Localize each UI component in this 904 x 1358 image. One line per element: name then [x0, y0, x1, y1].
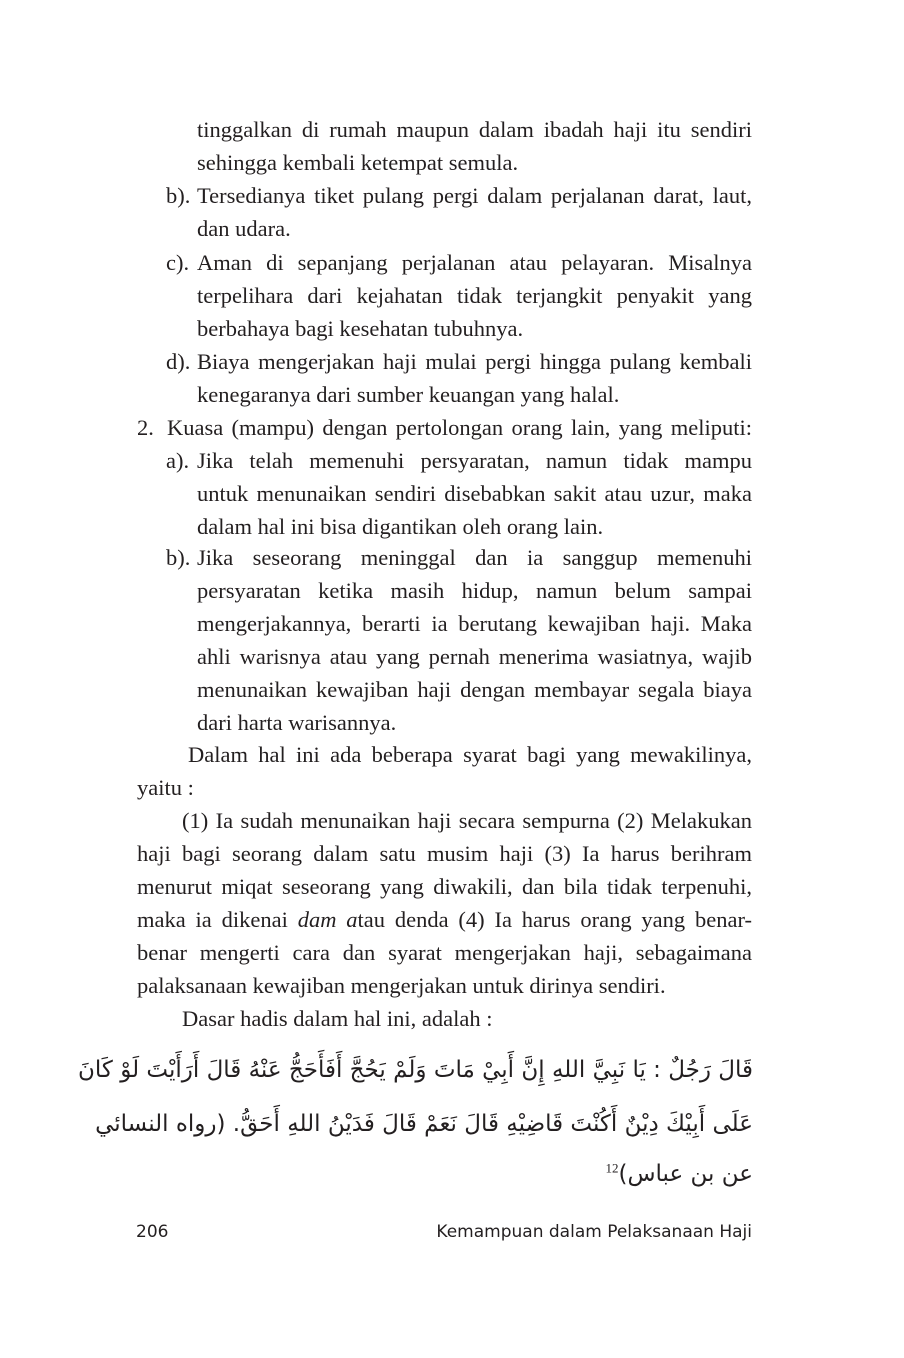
list-item-line: kenegaranya dari sumber keuangan yang halal. — [197, 382, 620, 407]
list-item-line: Tersedianya tiket pulang pergi dalam perjalanan darat, laut, — [197, 183, 752, 208]
list-item-line: Biaya mengerjakan haji mulai pergi hingga pulang kembali — [197, 349, 752, 374]
continued-item-line: sehingga kembali ketempat semula. — [197, 150, 519, 175]
paragraph-line: menurut miqat seseorang yang diwakili, dan bila tidak terpenuhi, — [137, 874, 752, 899]
list-item-line: dari harta warisannya. — [197, 710, 397, 735]
list-item-line: berbahaya bagi kesehatan tubuhnya. — [197, 316, 524, 341]
paragraph-line: palaksanaan kewajiban mengerjakan untuk dirinya sendiri. — [137, 973, 666, 998]
numbered-item-label: 2. — [137, 415, 154, 440]
list-item-line: persyaratan ketika masih hidup, namun belum sampai — [197, 578, 752, 603]
list-item-line: mengerjakannya, berarti ia berutang kewajiban haji. Maka — [197, 611, 752, 636]
list-item-line: menunaikan kewajiban haji dengan membayar segala biaya — [197, 677, 752, 702]
hadith-source: عن بن عباس) — [618, 1161, 753, 1187]
hadith-arabic-line: قَالَ رَجُلٌ : يَا نَبِيَّ اللهِ إِنَّ أَبِيْ مَاتَ وَلَمْ يَحُجَّ أَفَأَحَجُّ عَنْهُ قَالَ أَرَأَيْتَ لَوْ كَانَ — [78, 1057, 753, 1083]
paragraph-line: yaitu : — [137, 775, 194, 800]
list-item-line: Jika telah memenuhi persyaratan, namun tidak mampu — [197, 448, 752, 473]
italic-term-dam: dam — [297, 907, 337, 932]
paragraph-line: Dalam hal ini ada beberapa syarat bagi yang mewakilinya, — [188, 742, 752, 767]
italic-letter: a — [346, 907, 358, 932]
paragraph-line: (1) Ia sudah menunaikan haji secara sempurna (2) Melakukan — [182, 808, 752, 833]
list-item-label: a). — [166, 448, 190, 473]
list-item-line: Jika seseorang meninggal dan ia sanggup memenuhi — [197, 545, 752, 570]
paragraph-line: haji bagi seorang dalam satu musim haji (3) Ia harus berihram — [137, 841, 752, 866]
list-item-line: dalam hal ini bisa digantikan oleh orang lain. — [197, 514, 604, 539]
list-item-line: untuk menunaikan sendiri disebabkan sakit atau uzur, maka — [197, 481, 752, 506]
list-item-line: ahli warisnya atau yang pernah menerima wasiatnya, wajib — [197, 644, 752, 669]
paragraph-line: Dasar hadis dalam hal ini, adalah : — [182, 1006, 493, 1031]
numbered-item-text: Kuasa (mampu) dengan pertolongan orang lain, yang meliputi: — [167, 415, 752, 440]
paragraph-line: benar mengerti cara dan syarat mengerjakan haji, sebagaimana — [137, 940, 752, 965]
list-item-label: b). — [166, 545, 191, 570]
hadith-arabic-line: عَلَى أَبِيْكَ دِيْنٌ أَكُنْتَ قَاضِيْهِ قَالَ نَعَمْ قَالَ فَدَيْنُ اللهِ أَحَقُّ. (رواه النسائي — [95, 1111, 753, 1137]
list-item-label: c). — [166, 250, 190, 275]
paragraph-line — [137, 903, 752, 936]
hadith-arabic-line — [606, 1154, 754, 1194]
list-item-line: terpelihara dari kejahatan tidak terjangkit penyakit yang — [197, 283, 752, 308]
list-item-label: b). — [166, 183, 191, 208]
list-item-label: d). — [166, 349, 191, 374]
page-number: 206 — [136, 1222, 169, 1242]
text-run — [336, 907, 346, 932]
text-run: tau denda (4) Ia harus orang yang benar- — [357, 907, 752, 932]
continued-item-line: tinggalkan di rumah maupun dalam ibadah haji itu sendiri — [197, 117, 752, 142]
footnote-reference[interactable]: 12 — [605, 1160, 619, 1176]
running-title: Kemampuan dalam Pelaksanaan Haji — [436, 1222, 752, 1242]
text-run: maka ia dikenai — [137, 907, 298, 932]
list-item-line: dan udara. — [197, 216, 291, 241]
list-item-line: Aman di sepanjang perjalanan atau pelayaran. Misalnya — [197, 250, 752, 275]
